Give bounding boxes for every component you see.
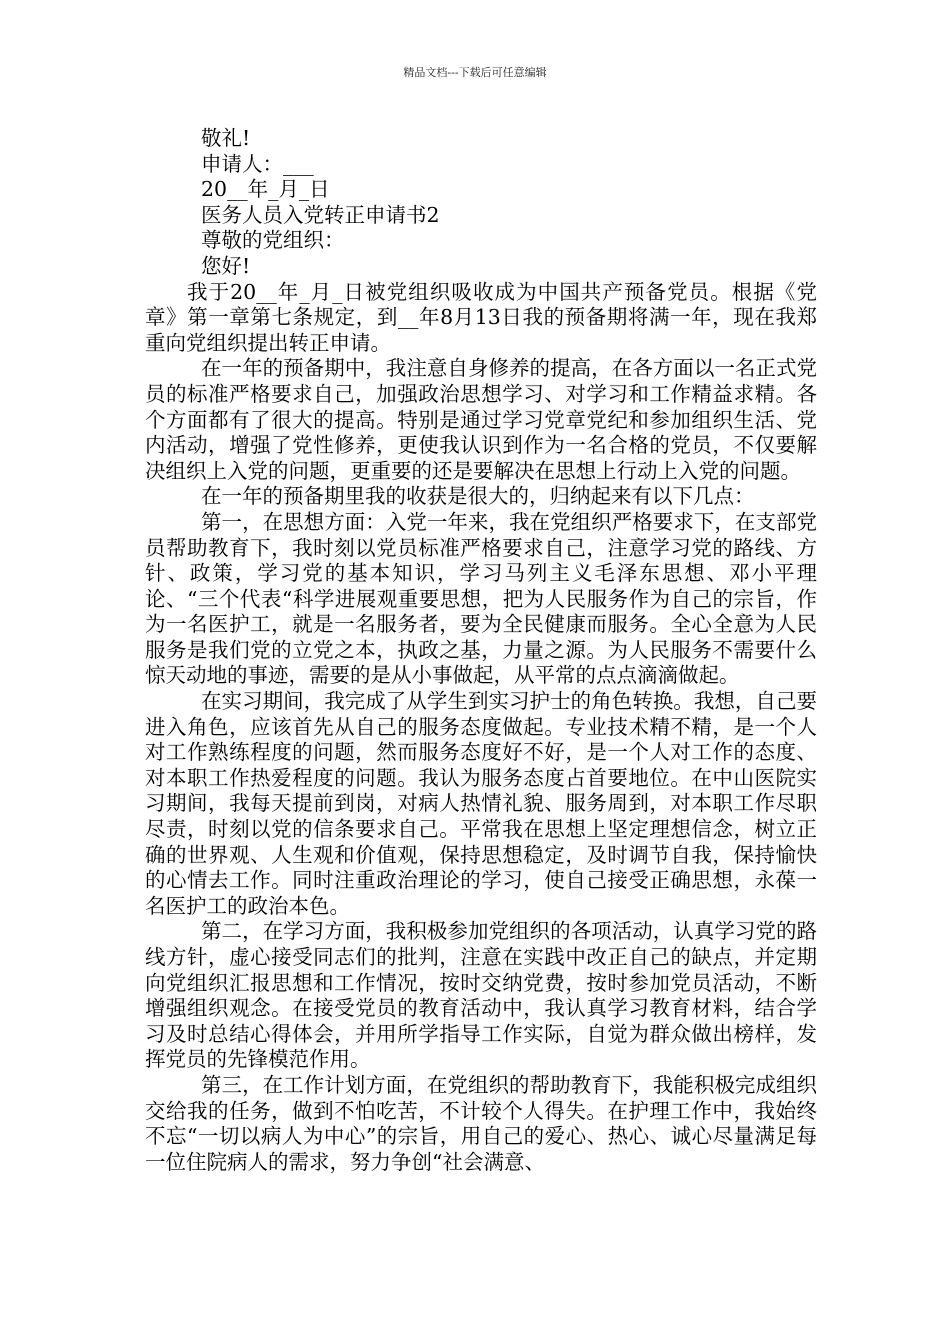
paragraph-5: 在实习期间，我完成了从学生到实习护士的角色转换。我想，自己要进入角色，应该首先从自己的服务态度做起。专业技术精不精，是一个人对工作熟练程度的问题，然而服务态度好不好，是一个人对工作的态度、对本职工作热爱程度的问题。我认为服务态度占首要地位。在中山医院实习期间，我每天提前到岗，对病人热情礼貌、服务周到，对本职工作尽职尽责，时刻以党的信条要求自己。平常我在思想上坚定理想信念，树立正确的世界观、人生观和价值观，保持思想稳定，及时调节自我，保持愉快的心情去工作。同时注重政治理论的学习，使自己接受正确思想，永葆一名医护工的政治本色。 <box>145 689 817 918</box>
paragraph-4: 第一，在思想方面：入党一年来，我在党组织严格要求下，在支部党员帮助教育下，我时刻以党员标准严格要求自己，注意学习党的路线、方针、政策，学习党的基本知识，学习马列主义毛泽东思想、邓小平理论、“三个代表“科学进展观重要思想，把为人民服务作为自己的宗旨，作为一名医护工，就是一名服务者，要为全民健康而服务。全心全意为人民服务是我们党的立党之本，执政之基，力量之源。为人民服务不需要什么惊天动地的事迹，需要的是从小事做起，从平常的点点滴滴做起。 <box>145 509 817 688</box>
document-title: 医务人员入党转正申请书2 <box>201 202 440 227</box>
paragraph-3: 在一年的预备期里我的收获是很大的，归纳起来有以下几点： <box>201 484 755 509</box>
paragraph-6: 第二，在学习方面，我积极参加党组织的各项活动，认真学习党的路线方针，虚心接受同志们的批判，注意在实践中改正自己的缺点，并定期向党组织汇报思想和工作情况，按时交纳党费，按时参加党员活动，不断增强组织观念。在接受党员的教育活动中，我认真学习教育材料，结合学习及时总结心得体会，并用所学指导工作实际，自觉为群众做出榜样，发挥党员的先锋模范作用。 <box>145 919 817 1072</box>
greeting-line: 您好! <box>201 253 251 278</box>
paragraph-2: 在一年的预备期中，我注意自身修养的提高，在各方面以一名正式党员的标准严格要求自己，加强政治思想学习、对学习和工作精益求精。各个方面都有了很大的提高。特别是通过学习党章党纪和参加组织生活、党内活动，增强了党性修养，更使我认识到作为一名合格的党员，不仅要解决组织上入党的问题，更重要的还是要解决在思想上行动上入党的问题。 <box>145 356 817 483</box>
paragraph-1: 我于20__年_月_日被党组织吸收成为中国共产预备党员。根据《党章》第一章第七条规定，到__年8月13日我的预备期将满一年，现在我郑重向党组织提出转正申请。 <box>145 279 817 355</box>
applicant-line: 申请人：___ <box>201 151 314 176</box>
date-line: 20__年_月_日 <box>201 177 330 202</box>
document-body <box>145 126 817 1175</box>
salutation-line: 尊敬的党组织： <box>201 228 345 253</box>
closing-line: 敬礼! <box>201 126 251 150</box>
page-header-note: 精品文档---下载后可任意编辑 <box>403 66 547 79</box>
paragraph-7: 第三，在工作计划方面，在党组织的帮助教育下，我能积极完成组织交给我的任务，做到不怕吃苦，不计较个人得失。在护理工作中，我始终不忘“一切以病人为中心”的宗旨，用自己的爱心、热心、诚心尽量满足每一位住院病人的需求，努力争创“社会满意、 <box>145 1072 817 1174</box>
